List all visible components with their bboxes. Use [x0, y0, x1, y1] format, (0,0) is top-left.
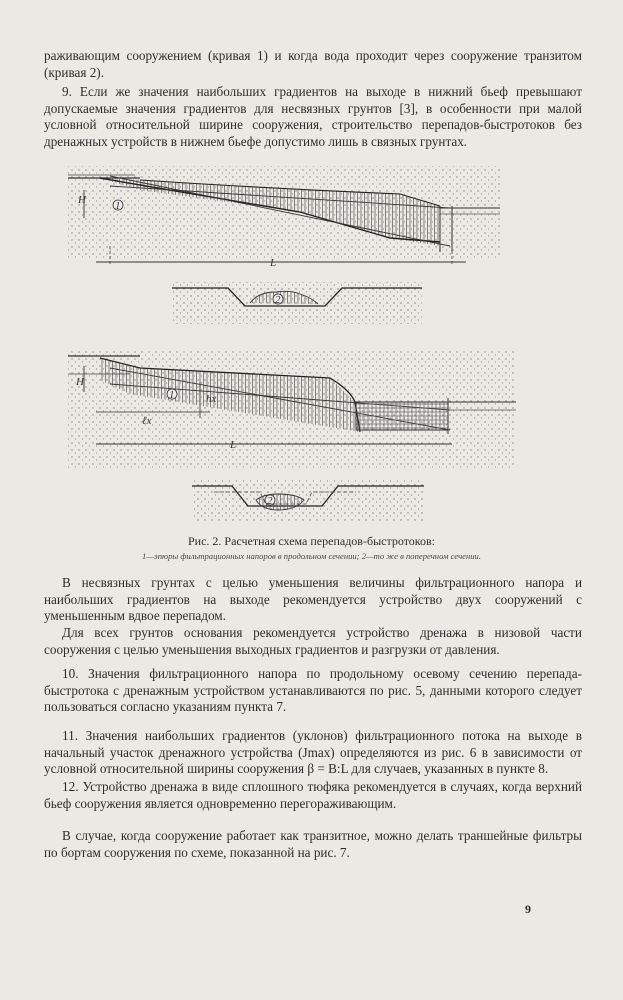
label-one-bottom: 1 [169, 389, 175, 401]
paragraph-drainage: Для всех грунтов основания рекомендуется устройство дренажа в низовой части сооружения с целью уменьшения выходных градиентов и разгрузки от давления. [44, 625, 582, 657]
paragraph-noncohesive: В несвязных грунтах с целью уменьшения величины фильтрационного напора и наибольших градиентов на выходе рекомендуется устройство двух сооружений с уменьшенным вдвое перепадом. [44, 575, 582, 624]
label-L-top: L [270, 257, 277, 269]
cross-section-bottom [192, 480, 424, 522]
label-H-top: H [78, 194, 86, 206]
label-H-bottom: H [76, 376, 84, 388]
label-L-bottom: L [230, 439, 237, 451]
label-hx: hx [206, 393, 217, 405]
paragraph-item-11: 11. Значения наибольших градиентов (уклонов) фильтрационного потока на выходе в начальный участок дренажного устройства (Jmax) определяются из рис. 6 в зависимости от условной относительной ширины сооружения β = B:L для случаев, указанных в пункте 8. [44, 728, 582, 777]
longitudinal-section-top [68, 166, 500, 269]
paragraph-continued: раживающим сооружением (кривая 1) и когда вода проходит через сооружение транзитом (кривая 2). [44, 48, 582, 80]
page-number: 9 [525, 902, 531, 916]
longitudinal-section-bottom [68, 350, 516, 468]
paragraph-item-9: 9. Если же значения наибольших градиентов на выходе в нижний бьеф превышают допускаемые значения градиентов для несвязных грунтов [3], в особенности при малой условной относительной ширине сооружения, строительство перепадов-быстротоков без дренажных устройств в нижнем бьефе допустимо лишь в связных грунтах. [44, 84, 582, 149]
paragraph-transit: В случае, когда сооружение работает как транзитное, можно делать траншейные фильтры по бортам сооружения по схеме, показанной на рис. 7. [44, 828, 582, 860]
label-two-bottom: 2 [267, 495, 273, 507]
figure-legend: 1—эпюры фильтрационных напоров в продольном сечении; 2—то же в поперечном сечении. [141, 551, 481, 561]
figure-caption: Рис. 2. Расчетная схема перепадов-быстротоков: [187, 534, 436, 548]
label-lx: ℓx [142, 415, 152, 427]
label-one-top: 1 [115, 200, 121, 212]
cross-section-top [172, 282, 422, 324]
label-two-top: 2 [275, 294, 281, 306]
paragraph-item-12: 12. Устройство дренажа в виде сплошного тюфяка рекомендуется в случаях, когда верхний бьеф сооружения является одновременно перегораживающим. [44, 779, 582, 811]
paragraph-item-10: 10. Значения фильтрационного напора по продольному осевому сечению перепада-быстротока с дренажным устройством устанавливаются по рис. 5, данными которого следует пользоваться согласно указаниям пункта 7. [44, 666, 582, 715]
